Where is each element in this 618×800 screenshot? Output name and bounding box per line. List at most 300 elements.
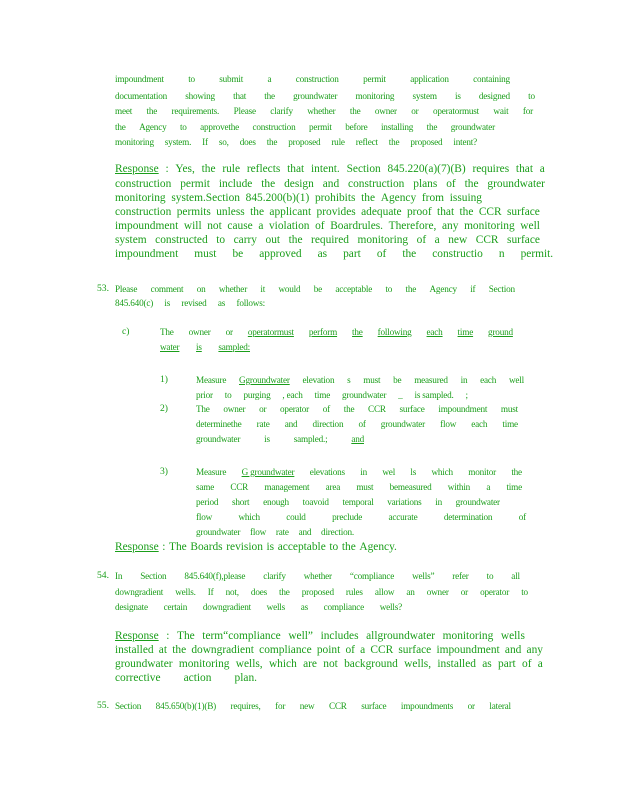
subitem-line [160,326,513,338]
response-line [115,643,543,657]
word: documentation [115,91,168,101]
word: wells [266,602,286,612]
word: the [405,284,417,294]
word: as [482,658,492,670]
word: impoundment [115,248,179,260]
word: the [426,122,438,132]
word: in [460,375,468,385]
word: the [279,587,290,597]
word: to [486,571,494,581]
word: construction [252,122,296,132]
word: s [347,375,351,385]
question-line [115,570,520,582]
word: background [344,658,398,670]
response-line [115,540,397,554]
word: elevations [309,467,345,477]
word: must [194,248,217,260]
word: the [402,248,417,260]
word: sampled.; [293,434,328,444]
word: The [177,630,195,642]
word: purging [243,390,271,400]
word: the [250,206,265,218]
word: bemeasured [389,482,432,492]
word: which [238,512,260,522]
word: system [115,234,147,246]
word: in [435,497,442,507]
word: surface [507,234,540,246]
word: acceptable [277,541,326,553]
word: of [358,419,366,429]
word: Yes, [175,163,195,175]
word: period [196,497,219,507]
paragraph-line [115,73,510,85]
word: which [431,467,453,477]
word: ls [410,467,417,477]
word: elevation [302,375,335,385]
word: and [504,644,522,656]
word: as [217,298,226,308]
paragraph-line [115,105,533,117]
word: Section [115,701,142,711]
word: reflects [246,163,281,175]
word: of [322,404,331,414]
subitem-label: c) [122,326,130,337]
word: the [388,137,400,147]
word: Response [115,541,159,553]
word: compliance [259,644,312,656]
word: to [224,390,232,400]
word: clarify [263,571,286,581]
word: out [265,234,281,246]
word: CCR [370,644,394,656]
paragraph-line [115,136,477,148]
item-number: 2) [160,403,168,414]
response-line [115,247,554,261]
word: the [459,206,474,218]
word: meet [115,106,133,116]
word: the [115,122,126,132]
word: so, [218,137,229,147]
word: : [162,541,166,553]
word: monitoring [357,234,409,246]
word: be [313,284,323,294]
word: proposed [301,587,334,597]
word: installing [380,122,414,132]
word: management [264,482,310,492]
item-number: 55. [97,700,109,711]
word: revised [181,298,207,308]
word: Section [346,163,381,175]
word: prior [196,390,213,400]
word: Measure [196,467,227,477]
word: each [480,375,497,385]
word: on [196,284,206,294]
word: well [508,375,524,385]
word: a [267,74,272,84]
word: Response [115,163,159,175]
word: permit [308,122,332,132]
word: surface [398,644,432,656]
word: proposed [410,137,443,147]
word: The [160,327,174,337]
word: of [315,220,325,232]
word: constructed [155,234,208,246]
word: to [385,284,393,294]
word: proof [406,206,432,218]
word: 845.640(c) [115,298,154,308]
word: to [528,91,535,101]
word: groundwater [196,527,241,537]
word: or [225,327,233,337]
word: submit [219,74,244,84]
word: all [511,571,520,581]
word: must [500,404,518,414]
word: same [196,482,215,492]
word: groundwater [196,434,241,444]
word: the [361,192,376,204]
word: the [464,178,479,190]
response-line [115,629,525,643]
word: carry [233,234,257,246]
word: be [232,248,244,260]
word: application [410,74,449,84]
word: rate [256,419,270,429]
word: requires, [230,701,261,711]
word: or [467,701,475,711]
word: wells [500,630,525,642]
word: surface [399,404,425,414]
word: lateral [489,701,511,711]
word: requires [472,163,510,175]
word: would [278,284,301,294]
response-line [115,671,257,685]
item-line [196,433,364,445]
word: impoundment [115,74,164,84]
word: point [316,644,341,656]
word: system [412,91,437,101]
word: unless [216,206,245,218]
word: the [352,327,363,337]
word: rule [222,163,241,175]
response-line [115,162,545,176]
word: of [522,658,532,670]
word: measured [414,375,448,385]
word: or [460,587,469,597]
word: The [169,541,187,553]
word: _ [398,390,403,400]
word: variations [387,497,422,507]
question-line [115,601,402,613]
word: following [377,327,412,337]
word: installed [437,658,476,670]
word: a [360,644,366,656]
word: does [239,137,256,147]
word: are [303,658,317,670]
word: and [351,434,364,444]
question-line [115,297,265,309]
word: surface [361,701,387,711]
word: intent. [310,163,340,175]
word: Response [115,630,159,642]
word: to [329,541,339,553]
word: whether [218,284,248,294]
word: enough [263,497,289,507]
word: that [287,163,305,175]
word: is [264,434,270,444]
word: wells? [379,602,402,612]
word: monitoring [464,220,515,232]
word: the [264,91,275,101]
word: is [454,91,461,101]
response-line [115,219,540,233]
word: operator [480,587,510,597]
word: each [426,327,443,337]
word: groundwater [455,497,500,507]
word: construction [115,178,172,190]
word: and [284,419,298,429]
word: construction [295,74,339,84]
word: sampled: [218,342,250,352]
word: CCR [475,234,499,246]
word: intent? [453,137,477,147]
word: showing [185,91,215,101]
word: be [393,375,402,385]
word: as [317,248,328,260]
word: 845.650(b)(1)(B) [155,701,217,711]
word: provides [316,206,356,218]
word: term“compliance [202,630,281,642]
word: CCR [230,482,249,492]
word: the [201,163,216,175]
word: Section [488,284,515,294]
word: refer [452,571,469,581]
word: part [343,248,361,260]
word: an [406,587,415,597]
word: not [323,658,338,670]
word: will [183,220,202,232]
word: groundwater [380,419,426,429]
word: not [207,220,222,232]
word: wells” [412,571,435,581]
item-line [196,511,526,523]
word: impoundment [438,404,488,414]
word: area [325,482,341,492]
word: owner [223,404,246,414]
word: the [266,137,278,147]
word: impoundment [436,644,500,656]
word: time [457,327,474,337]
word: owner [374,106,397,116]
item-number: 54. [97,570,109,581]
word: compliance [323,602,365,612]
word: construction [115,206,172,218]
word: G groundwater [241,467,295,477]
response-line [115,191,482,205]
word: from [421,192,445,204]
item-line [196,389,468,401]
word: The [196,404,210,414]
word: the [146,106,158,116]
word: Agency [429,284,457,294]
word: of [376,248,387,260]
word: rate [275,527,289,537]
word: or [259,404,267,414]
word: direction [312,419,344,429]
word: time [314,390,331,400]
word: not, [225,587,239,597]
word: proposed [288,137,321,147]
paragraph-line [115,90,535,102]
subitem-line [160,341,250,353]
word: monitoring [355,91,395,101]
word: action [183,672,212,684]
paragraph-line [115,121,495,133]
word: : [166,630,170,642]
word: operator [280,404,310,414]
word: of [345,644,355,656]
word: approved [259,248,302,260]
word: reflect [355,137,378,147]
word: to [216,234,226,246]
word: wells, [404,658,432,670]
word: at [158,644,168,656]
word: well” [288,630,313,642]
word: well [520,220,540,232]
word: time [502,419,518,429]
word: corrective [115,672,161,684]
word: permit. [520,248,554,260]
word: to [179,122,187,132]
word: applicant [269,206,312,218]
word: determination [443,512,493,522]
word: that [515,163,533,175]
word: installed [115,644,154,656]
word: operatormust [247,327,294,337]
word: permits [176,206,211,218]
word: containing [473,74,510,84]
word: and [322,178,340,190]
word: Boards [190,541,223,553]
item-line [196,418,518,430]
word: whether [307,106,336,116]
word: CCR [368,404,386,414]
item-number: 3) [160,466,168,477]
word: part [498,658,516,670]
word: include [218,178,253,190]
word: of [416,234,427,246]
word: for [275,701,286,711]
word: cause [227,220,253,232]
word: operatormust [432,106,480,116]
word: and [298,527,312,537]
word: is [196,342,202,352]
word: the [341,541,356,553]
word: CCR [478,206,502,218]
word: 845.640(f),please [184,571,246,581]
word: in [360,467,368,477]
word: is [266,541,275,553]
word: allow [374,587,395,597]
word: the [288,234,303,246]
word: wait [493,106,509,116]
item-line [196,526,354,538]
word: the [511,467,522,477]
word: groundwater [342,390,387,400]
response-line [115,657,543,671]
word: must [356,482,374,492]
word: a [486,482,491,492]
word: rule [331,137,345,147]
word: of [446,178,456,190]
word: groundwater [487,178,545,190]
word: violation [268,220,310,232]
word: water [160,342,180,352]
word: Therefore, [388,220,437,232]
word: impoundments [400,701,454,711]
word: plan. [234,672,257,684]
word: monitoring [115,192,166,204]
question-line [115,700,511,712]
item-line [196,496,500,508]
word: downgradient [202,602,251,612]
word: : [165,163,169,175]
word: for [522,106,533,116]
word: designed [478,91,510,101]
word: perform [308,327,338,337]
word: must [363,375,381,385]
word: whether [303,571,332,581]
word: of [518,512,526,522]
item-line [196,374,524,386]
word: that [233,91,247,101]
word: 845.220(a)(7)(B) [387,163,466,175]
word: determinethe [196,419,242,429]
word: or [411,106,419,116]
word: to [188,74,195,84]
word: temporal [342,497,374,507]
word: the [172,644,187,656]
word: requirements. [171,106,220,116]
word: constructio [432,248,483,260]
word: approvethe [200,122,239,132]
item-line [196,466,522,478]
word: n [498,248,505,260]
word: as [300,602,308,612]
word: surface [506,206,540,218]
word: In [115,571,123,581]
item-line [196,481,522,493]
word: each [471,419,488,429]
word: the [343,404,355,414]
word: prohibits [314,192,356,204]
word: Agency [380,192,417,204]
word: owner [426,587,449,597]
word: ground [488,327,513,337]
word: a [434,234,440,246]
word: groundwater [293,91,338,101]
word: required [311,234,349,246]
word: , each [282,390,303,400]
word: Please [115,284,138,294]
question-line [115,586,528,598]
word: could [286,512,306,522]
word: Boardrules. [330,220,384,232]
word: includes [320,630,359,642]
word: which [268,658,297,670]
word: revision [226,541,263,553]
word: acceptable [335,284,373,294]
word: groundwater [450,122,495,132]
